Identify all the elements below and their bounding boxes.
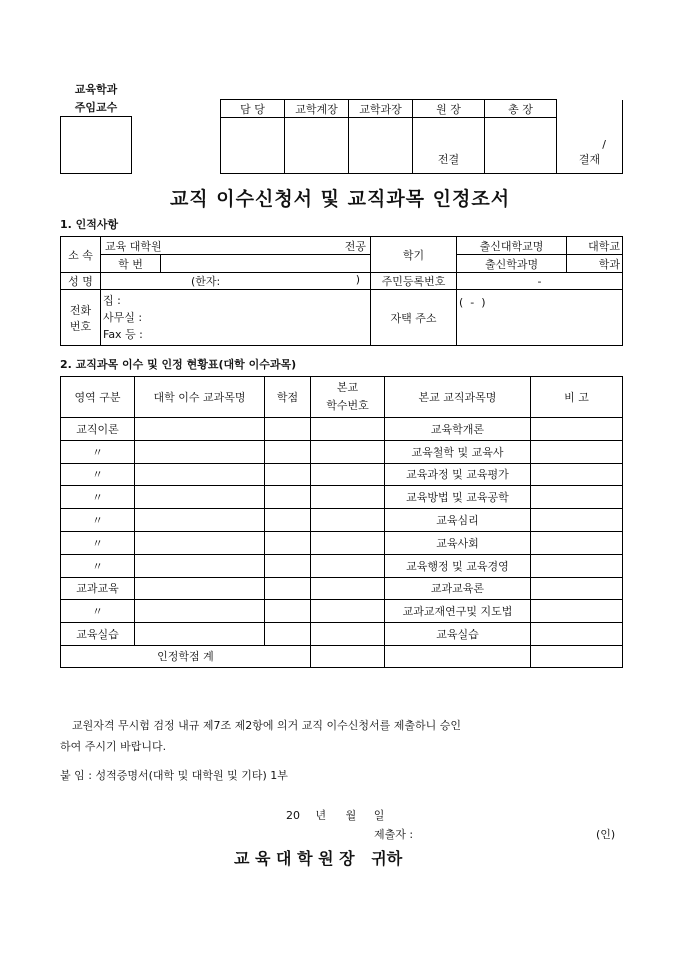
- bongyo-course-cell: 교육심리: [385, 509, 531, 532]
- univ-course-cell[interactable]: [135, 486, 265, 509]
- credit-cell[interactable]: [265, 463, 311, 486]
- phone-office: 사무실 :: [103, 311, 143, 324]
- area-cell: 교직이론: [61, 418, 135, 441]
- credit-cell[interactable]: [265, 554, 311, 577]
- table-row: [61, 577, 623, 600]
- addressee: 교 육 대 학 원 장 귀하: [234, 849, 403, 868]
- credit-cell[interactable]: [265, 577, 311, 600]
- approval-box: [220, 99, 623, 174]
- credit-cell[interactable]: [265, 418, 311, 441]
- approval-header-gyohak-gwajang: 교학과장: [349, 100, 413, 118]
- bongyo-course-cell: 교육행정 및 교육경영: [385, 554, 531, 577]
- total-blank-2[interactable]: [385, 645, 531, 667]
- hanja-close: ): [355, 273, 361, 286]
- gyeoljae-text: 결재: [578, 153, 601, 166]
- univ-course-cell[interactable]: [135, 440, 265, 463]
- bongyo-course-cell: 교육사회: [385, 531, 531, 554]
- approval-header-gyehak-gyejang: 교학계장: [285, 100, 349, 118]
- bongyo-number-cell[interactable]: [311, 531, 385, 554]
- postcode: ( - ): [459, 296, 486, 309]
- jumin-label: 주민등록번호: [371, 273, 457, 290]
- gyoyuk-label: 교육 대학원: [105, 239, 162, 253]
- bongyo-course-cell: 교육학개론: [385, 418, 531, 441]
- bongyo-number-cell[interactable]: [311, 463, 385, 486]
- phone-label-2: 번호: [69, 319, 92, 333]
- table-row: [61, 440, 623, 463]
- table-row: [61, 600, 623, 623]
- prof-label-2: 주임교수: [61, 98, 132, 117]
- note-cell[interactable]: [531, 554, 623, 577]
- header-univ-course: 대학 이수 교과목명: [135, 377, 265, 418]
- date-il: 일: [373, 809, 385, 822]
- bongyo-number-cell[interactable]: [311, 509, 385, 532]
- request-line-2: 하여 주시기 바랍니다.: [60, 740, 167, 753]
- professor-box: [60, 80, 132, 174]
- bongyo-number-cell[interactable]: [311, 577, 385, 600]
- bongyo-number-cell[interactable]: [311, 554, 385, 577]
- area-cell: 교과교육: [61, 577, 135, 600]
- credit-cell[interactable]: [265, 600, 311, 623]
- jeongong-label: 전공: [344, 239, 367, 253]
- univ-course-cell[interactable]: [135, 554, 265, 577]
- gyoyuk-cell[interactable]: [101, 237, 371, 255]
- univ-course-cell[interactable]: [135, 577, 265, 600]
- hakbeon-value[interactable]: [161, 255, 371, 273]
- table-row: [61, 463, 623, 486]
- header-area: 영역 구분: [61, 377, 135, 418]
- bongyo-number-cell[interactable]: [311, 486, 385, 509]
- approval-sign-wonjang[interactable]: [413, 118, 485, 174]
- bongyo-course-cell: 교과교재연구및 지도법: [385, 600, 531, 623]
- header-bongyo-1: 본교: [336, 381, 359, 394]
- univ-course-cell[interactable]: [135, 623, 265, 646]
- univ-course-cell[interactable]: [135, 531, 265, 554]
- total-blank-1[interactable]: [311, 645, 385, 667]
- note-cell[interactable]: [531, 600, 623, 623]
- note-cell[interactable]: [531, 623, 623, 646]
- daehakgyo-cell[interactable]: 대학교: [567, 237, 623, 255]
- area-cell: 교육실습: [61, 623, 135, 646]
- credit-cell[interactable]: [265, 509, 311, 532]
- date-line: [286, 807, 384, 823]
- address-cell[interactable]: [457, 290, 623, 346]
- approval-header-chongjang: 총 장: [485, 100, 557, 118]
- seal-mark[interactable]: (인): [596, 828, 616, 841]
- bongyo-course-cell: 교과교육론: [385, 577, 531, 600]
- approval-sign-gwajang[interactable]: [349, 118, 413, 174]
- jumin-cell[interactable]: -: [457, 273, 623, 290]
- header-bongyo-course: 본교 교직과목명: [385, 377, 531, 418]
- name-cell[interactable]: [101, 273, 371, 290]
- approval-sign-damdang[interactable]: [221, 118, 285, 174]
- area-cell: 〃: [61, 531, 135, 554]
- personal-info-table: [60, 236, 623, 346]
- header-note: 비 고: [531, 377, 623, 418]
- table-row: [61, 486, 623, 509]
- approval-header-wonjang: 원 장: [413, 100, 485, 118]
- attachment: 붙 임 : 성적증명서(대학 및 대학원 및 기타) 1부: [60, 769, 288, 782]
- approval-sign-gyejang[interactable]: [285, 118, 349, 174]
- date-year: 20: [286, 809, 300, 822]
- univ-course-cell[interactable]: [135, 600, 265, 623]
- note-cell[interactable]: [531, 509, 623, 532]
- date-nyeon: 년: [315, 809, 327, 822]
- area-cell: 〃: [61, 440, 135, 463]
- name-label: 성 명: [61, 273, 101, 290]
- credit-cell[interactable]: [265, 486, 311, 509]
- hanja-label: (한자:: [191, 275, 221, 288]
- course-table: [60, 376, 623, 668]
- phone-label-1: 전화: [69, 303, 92, 317]
- area-cell: 〃: [61, 600, 135, 623]
- univ-course-cell[interactable]: [135, 509, 265, 532]
- bongyo-course-cell: 교육방법 및 교육공학: [385, 486, 531, 509]
- approval-sign-chongjang[interactable]: [485, 118, 557, 174]
- total-label: 인정학점 계: [61, 645, 311, 667]
- area-cell: 〃: [61, 486, 135, 509]
- credit-cell[interactable]: [265, 440, 311, 463]
- credit-cell[interactable]: [265, 623, 311, 646]
- slash-mark: /: [602, 138, 606, 151]
- hakbeon-label: 학 번: [101, 255, 161, 273]
- submitter-label: 제출자 :: [374, 828, 414, 841]
- table-row: [61, 623, 623, 646]
- univ-course-cell[interactable]: [135, 418, 265, 441]
- page-title: 교직 이수신청서 및 교직과목 인정조서: [169, 188, 511, 210]
- phone-label: [61, 290, 101, 346]
- phone-cell[interactable]: [101, 290, 371, 346]
- area-cell: 〃: [61, 509, 135, 532]
- header-bongyo-2: 학수번호: [326, 399, 369, 412]
- gyeoljae-cell: [557, 118, 623, 174]
- note-cell[interactable]: [531, 463, 623, 486]
- bongyo-course-cell: 교육과정 및 교육평가: [385, 463, 531, 486]
- area-cell: 〃: [61, 554, 135, 577]
- phone-fax: Fax 등 :: [103, 328, 143, 341]
- phone-home: 집 :: [103, 294, 121, 307]
- request-line-1: 교원자격 무시험 검정 내규 제7조 제2항에 의거 교직 이수신청서를 제출하니 승인: [72, 719, 461, 732]
- bongyo-course-cell: 교육철학 및 교육사: [385, 440, 531, 463]
- chulsin-dept-label: 출신학과명: [457, 255, 567, 273]
- bongyo-number-cell[interactable]: [311, 418, 385, 441]
- note-cell[interactable]: [531, 531, 623, 554]
- section2-heading: 2. 교직과목 이수 및 인정 현황표(대학 이수과목): [60, 358, 297, 371]
- address-label: 자택 주소: [371, 290, 457, 346]
- table-row: [61, 509, 623, 532]
- bongyo-course-cell: 교육실습: [385, 623, 531, 646]
- jeongyeol-text: 전결: [437, 153, 460, 166]
- prof-label-1: 교육학과: [74, 83, 118, 96]
- hakgi-label: 학기: [371, 237, 457, 273]
- note-cell[interactable]: [531, 418, 623, 441]
- date-wol: 월: [345, 809, 357, 822]
- table-row: [61, 554, 623, 577]
- area-cell: 〃: [61, 463, 135, 486]
- bongyo-number-cell[interactable]: [311, 600, 385, 623]
- bongyo-number-cell[interactable]: [311, 623, 385, 646]
- request-text: [60, 715, 620, 757]
- note-cell[interactable]: [531, 577, 623, 600]
- header-credit: 학점: [265, 377, 311, 418]
- header-bongyo-number: [311, 377, 385, 418]
- total-blank-3[interactable]: [531, 645, 623, 667]
- credit-cell[interactable]: [265, 531, 311, 554]
- soseok-label: 소 속: [61, 237, 101, 273]
- hakgwa-cell[interactable]: 학과: [567, 255, 623, 273]
- note-cell[interactable]: [531, 486, 623, 509]
- section1-heading: 1. 인적사항: [60, 218, 119, 231]
- table-row: [61, 531, 623, 554]
- note-cell[interactable]: [531, 440, 623, 463]
- univ-course-cell[interactable]: [135, 463, 265, 486]
- approval-header-damdang: 담 당: [221, 100, 285, 118]
- table-row: [61, 418, 623, 441]
- prof-sign-cell[interactable]: [61, 117, 132, 174]
- bongyo-number-cell[interactable]: [311, 440, 385, 463]
- chulsin-univ-label: 출신대학교명: [457, 237, 567, 255]
